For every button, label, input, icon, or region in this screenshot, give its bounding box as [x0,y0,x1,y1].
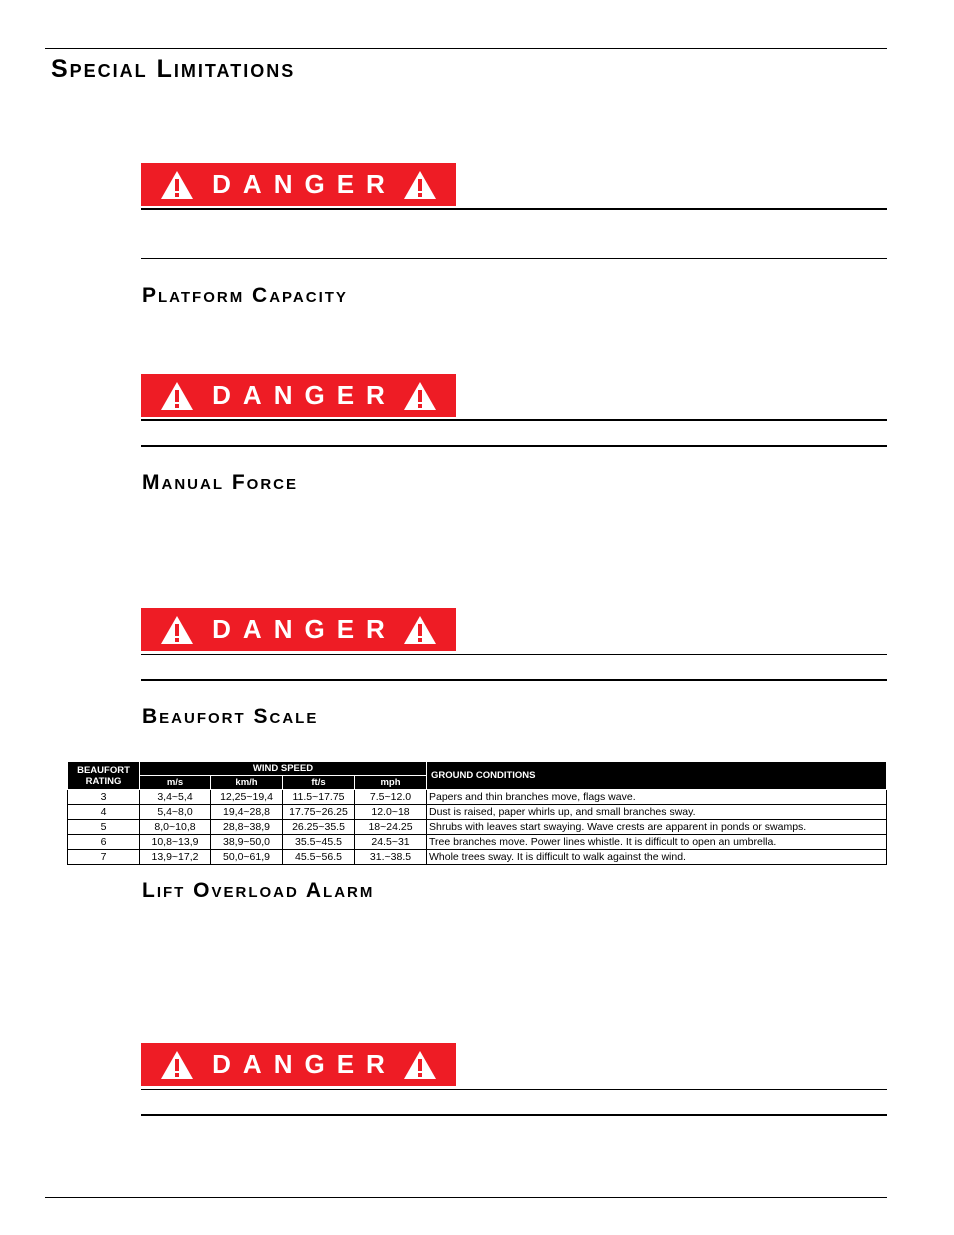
bottom-rule [45,1197,887,1198]
danger-banner-4 [141,1043,456,1086]
cell-ground-conditions: Tree branches move. Power lines whistle. It is difficult to open an umbrella. [427,835,887,850]
warning-triangle-icon [403,381,437,411]
cell-fts: 11.5~17.75 [283,790,355,805]
cell-rating: 6 [68,835,140,850]
cell-mph: 12.0~18 [355,805,427,820]
danger-label: DANGER [212,614,397,644]
header-unit-fts: ft/s [283,776,355,790]
danger-rule [141,419,887,421]
cell-rating: 7 [68,850,140,865]
heading-manual-force: Manual Force [142,471,298,494]
header-unit-mph: mph [355,776,427,790]
cell-ground-conditions: Papers and thin branches move, flags wave. [427,790,887,805]
header-unit-ms: m/s [140,776,211,790]
cell-fts: 26.25~35.5 [283,820,355,835]
heading-special-limitations: Special Limitations [51,55,296,83]
cell-fts: 35.5~45.5 [283,835,355,850]
header-wind-speed: WIND SPEED [140,762,427,776]
heading-lift-overload-alarm: Lift Overload Alarm [142,879,375,902]
cell-kmh: 50,0~61,9 [211,850,283,865]
table-row [68,835,887,850]
cell-kmh: 19,4~28,8 [211,805,283,820]
cell-ms: 3,4~5,4 [140,790,211,805]
table-row [68,790,887,805]
table-row [68,820,887,835]
cell-mph: 31.~38.5 [355,850,427,865]
danger-label: DANGER [212,380,397,410]
cell-mph: 7.5~12.0 [355,790,427,805]
danger-label: DANGER [212,169,397,199]
cell-ms: 13,9~17,2 [140,850,211,865]
warning-triangle-icon [160,615,194,645]
cell-rating: 3 [68,790,140,805]
warning-triangle-icon [403,615,437,645]
danger-banner-3 [141,608,456,651]
warning-triangle-icon [403,1050,437,1080]
danger-rule [141,208,887,210]
warning-triangle-icon [160,381,194,411]
heading-beaufort-scale: Beaufort Scale [142,705,319,728]
table-row [68,850,887,865]
table-row [68,805,887,820]
header-ground-conditions: GROUND CONDITIONS [427,762,887,790]
cell-ground-conditions: Shrubs with leaves start swaying. Wave crests are apparent in ponds or swamps. [427,820,887,835]
danger-banner-1 [141,163,456,206]
top-rule [45,48,887,49]
cell-ms: 10,8~13,9 [140,835,211,850]
cell-ms: 5,4~8,0 [140,805,211,820]
cell-mph: 18~24.25 [355,820,427,835]
cell-kmh: 12,25~19,4 [211,790,283,805]
cell-rating: 5 [68,820,140,835]
beaufort-table [67,761,887,865]
warning-triangle-icon [160,170,194,200]
heading-platform-capacity: Platform Capacity [142,284,348,307]
section-rule [141,1114,887,1116]
cell-ms: 8,0~10,8 [140,820,211,835]
section-rule [141,258,887,259]
danger-label: DANGER [212,1049,397,1079]
section-rule [141,679,887,681]
header-beaufort-rating: BEAUFORT RATING [68,762,140,790]
cell-ground-conditions: Whole trees sway. It is difficult to walk against the wind. [427,850,887,865]
header-unit-kmh: km/h [211,776,283,790]
danger-rule [141,654,887,655]
cell-rating: 4 [68,805,140,820]
danger-banner-2 [141,374,456,417]
section-rule [141,445,887,447]
warning-triangle-icon [403,170,437,200]
cell-fts: 17.75~26.25 [283,805,355,820]
cell-mph: 24.5~31 [355,835,427,850]
cell-ground-conditions: Dust is raised, paper whirls up, and small branches sway. [427,805,887,820]
cell-fts: 45.5~56.5 [283,850,355,865]
cell-kmh: 38,9~50,0 [211,835,283,850]
warning-triangle-icon [160,1050,194,1080]
danger-rule [141,1089,887,1090]
cell-kmh: 28,8~38,9 [211,820,283,835]
